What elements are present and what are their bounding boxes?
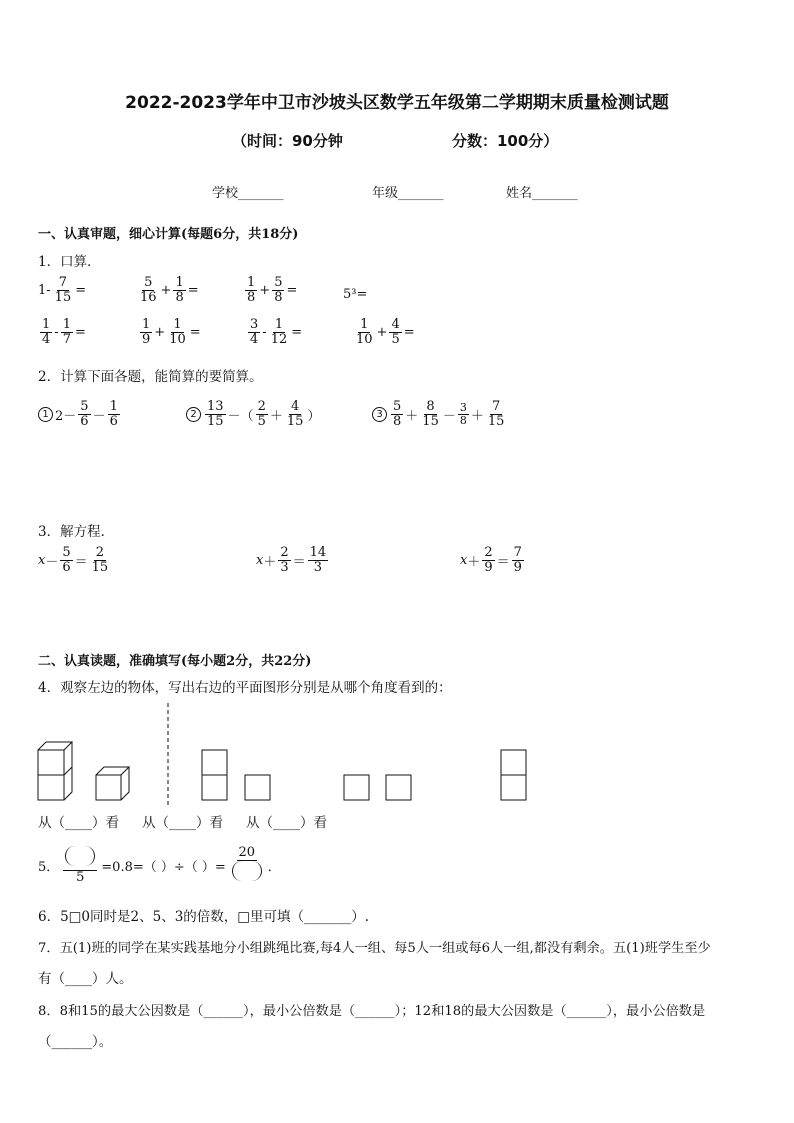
q1-r2-e4: $\frac{1}{10}$ + $\frac{4}{5}$ = (356, 317, 415, 347)
q2-label: 2．计算下面各题，能简算的要简算。 (38, 369, 263, 385)
q4-view-3[interactable]: 从（____）看 (246, 815, 327, 831)
exam-time: （时间：90分钟 (232, 132, 343, 150)
q4-view-2[interactable]: 从（____）看 (142, 815, 223, 831)
q1-r1-e2: $\frac{5}{16}$ + $\frac{1}{8}$ = (140, 275, 199, 305)
q3-label: 3．解方程． (38, 524, 115, 540)
grade-field[interactable]: 年级_______ (372, 186, 444, 201)
q6: 6．5□0同时是2、5、3的倍数，□里可填（_______）. (38, 909, 370, 925)
q8-line1: 8．8和15的最大公因数是（______），最小公倍数是（______）；12和18的最大公因数是（______），最小公倍数是 (38, 1004, 706, 1019)
q8-line2: （______）。 (38, 1034, 113, 1050)
stacked-cubes-drawing (38, 742, 72, 800)
q3-e3: x ＋ $\frac{2}{9}$ ＝ $\frac{7}{9}$ (460, 545, 522, 575)
name-field[interactable]: 姓名_______ (506, 186, 578, 201)
q3-e1: x － $\frac{5}{6}$ ＝ $\frac{2}{15}$ (38, 545, 109, 575)
q2-e1: 1 2－ $\frac{5}{6}$ － $\frac{1}{6}$ (38, 400, 122, 428)
single-cube-drawing (96, 767, 129, 800)
q2-e2: 2 $\frac{13}{15}$ －（ $\frac{2}{5}$ ＋ $\frac{4}{15}$ ） (186, 400, 320, 428)
q2-e3: 3 $\frac{5}{8}$ ＋ $\frac{8}{15}$ － $\frac{3}{8}$ ＋ $\frac{7}{15}$ (372, 400, 508, 428)
q3-e2: x ＋ $\frac{2}{3}$ ＝ $\frac{14}{3}$ (256, 545, 327, 575)
q1-r1-e3: $\frac{1}{8}$ + $\frac{5}{8}$ = (247, 275, 298, 305)
q1-r1-e1: 1- $\frac{7}{15}$ = (38, 275, 87, 305)
q5-blank-1[interactable] (65, 846, 95, 866)
exam-score: 分数：100分） (452, 132, 559, 150)
school-field[interactable]: 学校_______ (212, 186, 284, 201)
q1-label: 1．口算． (38, 254, 101, 270)
section1-heading: 一、认真审题，细心计算(每题6分，共18分) (38, 227, 299, 242)
page-title: 2022-2023学年中卫市沙坡头区数学五年级第二学期期末质量检测试题 (125, 93, 669, 113)
q5-blank-2[interactable] (232, 861, 262, 881)
q5-expression: 5． 5 =0.8=（ ）÷（ ）= 20 ． (38, 845, 281, 885)
q7-line1: 7．五(1)班的同学在某实践基地分小组跳绳比赛,每4人一组、每5人一组或每6人一组,都没有剩余。五(1)班学生至少 (38, 941, 711, 956)
section2-heading: 二、认真读题，准确填写(每小题2分，共22分) (38, 654, 312, 669)
q4-label: 4．观察左边的物体，写出右边的平面图形分别是从哪个角度看到的： (38, 680, 452, 696)
q1-r1-e4: 5³= (343, 287, 368, 302)
q1-r2-e1: $\frac{1}{4}$ - $\frac{1}{7}$ = (42, 317, 86, 347)
q7-line2: 有（____）人。 (38, 971, 133, 987)
q4-view-1[interactable]: 从（____）看 (38, 815, 119, 831)
q1-r2-e3: $\frac{3}{4}$ - $\frac{1}{12}$ = (250, 317, 303, 347)
q1-r2-e2: $\frac{1}{9}$ + $\frac{1}{10}$ = (142, 317, 201, 347)
